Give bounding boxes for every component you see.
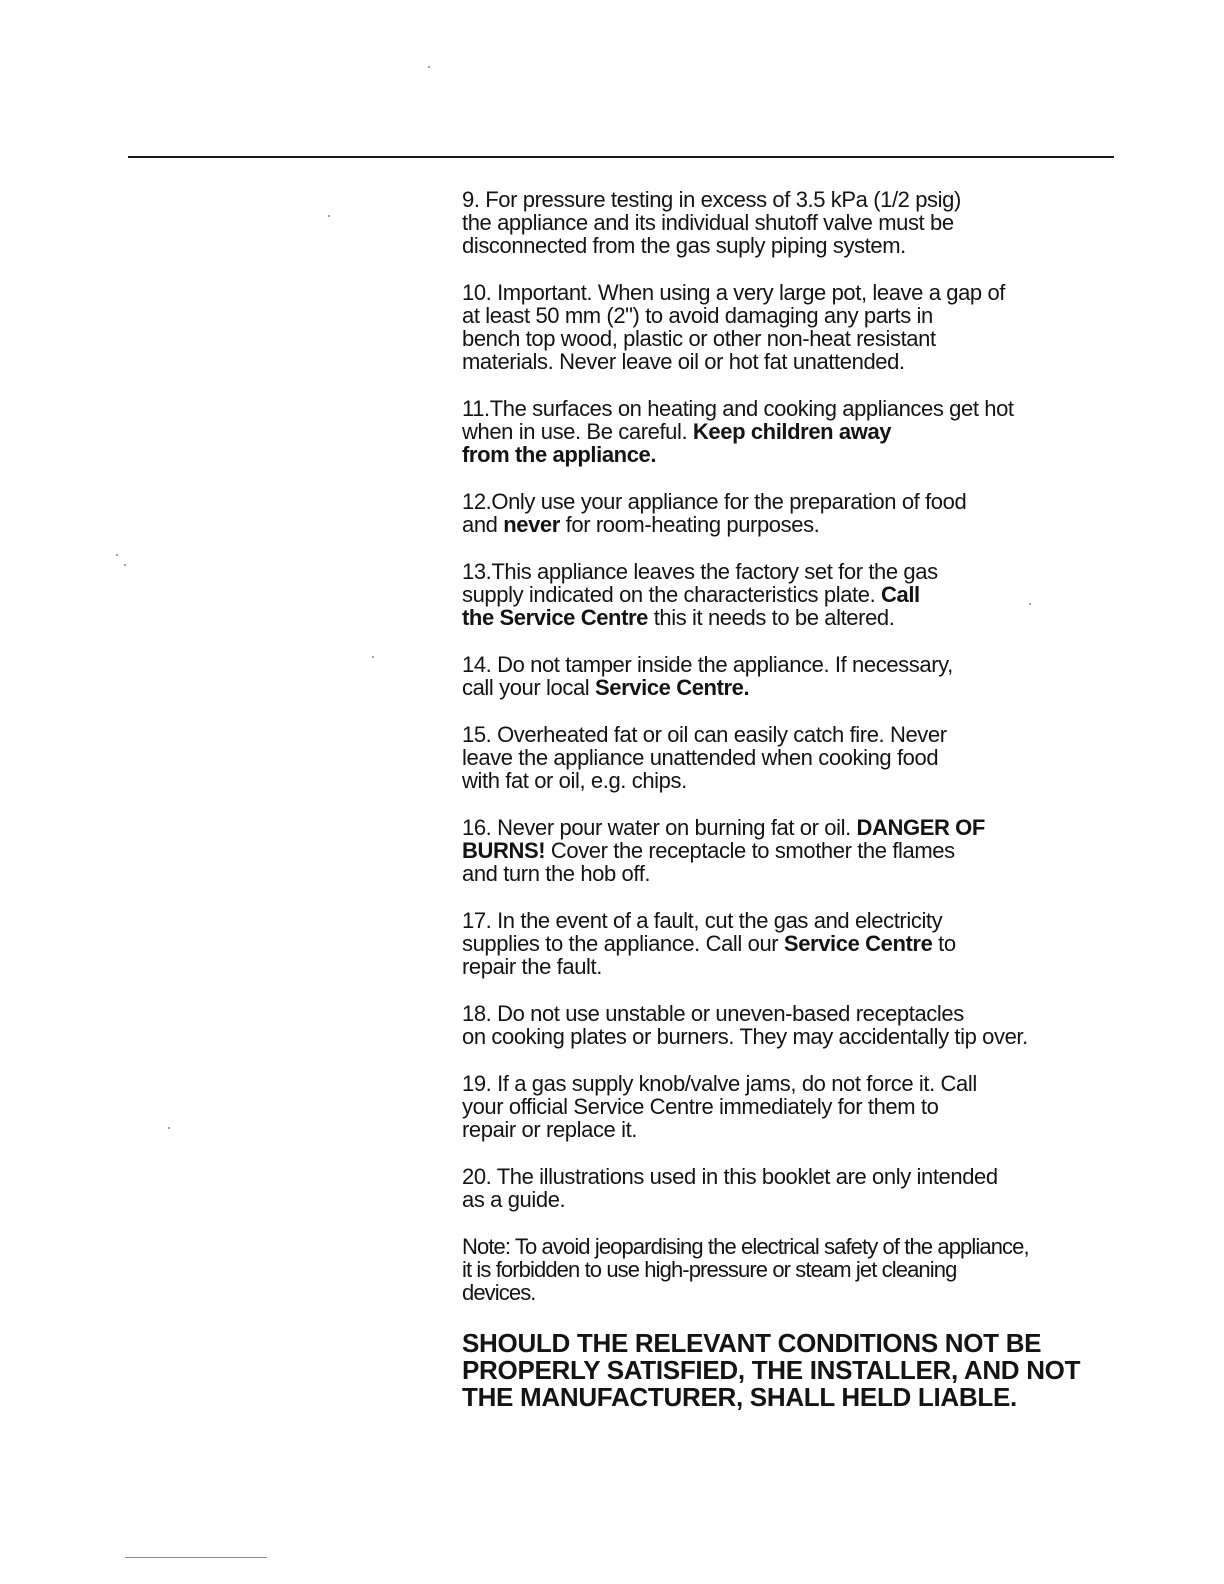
body-text: on cooking plates or burners. They may accidentally tip over. <box>462 1024 1028 1049</box>
body-text: it is forbidden to use high-pressure or steam jet cleaning <box>462 1257 957 1282</box>
text-line <box>462 188 1112 211</box>
body-text: 14. Do not tamper inside the appliance. If necessary, <box>462 652 953 677</box>
warning-line: PROPERLY SATISFIED, THE INSTALLER, AND NOT <box>462 1355 1081 1385</box>
text-line <box>462 350 1112 373</box>
body-text: disconnected from the gas suply piping system. <box>462 233 906 258</box>
instruction-item <box>462 653 1112 699</box>
text-line <box>462 560 1112 583</box>
text-line <box>462 1002 1112 1025</box>
emphasis-text: from the appliance. <box>462 442 657 467</box>
instruction-item <box>462 560 1112 629</box>
text-line <box>462 1235 1112 1258</box>
instruction-item <box>462 1165 1112 1211</box>
scan-speck <box>328 215 330 217</box>
body-text: 11.The surfaces on heating and cooking appliances get hot <box>462 396 1014 421</box>
body-text: this it needs to be altered. <box>648 605 895 630</box>
instruction-item <box>462 1072 1112 1141</box>
body-text: 12.Only use your appliance for the preparation of food <box>462 489 967 514</box>
text-line <box>462 443 1112 466</box>
text-line <box>462 769 1112 792</box>
body-text: 18. Do not use unstable or uneven-based receptacles <box>462 1001 964 1026</box>
emphasis-text: BURNS! <box>462 838 546 863</box>
text-line <box>462 723 1112 746</box>
text-line <box>462 420 1112 443</box>
text-line <box>462 513 1112 536</box>
body-text: bench top wood, plastic or other non-heat resistant <box>462 326 936 351</box>
body-text: 19. If a gas supply knob/valve jams, do not force it. Call <box>462 1071 977 1096</box>
emphasis-text: Service Centre. <box>595 675 750 700</box>
body-text: and turn the hob off. <box>462 861 651 886</box>
instruction-item <box>462 188 1112 257</box>
body-text: supplies to the appliance. Call our <box>462 931 784 956</box>
text-line <box>462 1025 1112 1048</box>
scan-speck <box>168 1127 170 1129</box>
text-line <box>462 1072 1112 1095</box>
text-line <box>462 1165 1112 1188</box>
scan-speck <box>372 656 374 658</box>
body-text: your official Service Centre immediately for them to <box>462 1094 939 1119</box>
emphasis-text: Call <box>881 582 920 607</box>
body-text: to <box>932 931 956 956</box>
body-text: 9. For pressure testing in excess of 3.5 kPa (1/2 psig) <box>462 187 961 212</box>
body-text: repair the fault. <box>462 954 602 979</box>
body-text: for room-heating purposes. <box>559 512 820 537</box>
body-text: as a guide. <box>462 1187 566 1212</box>
body-text: 17. In the event of a fault, cut the gas and electricity <box>462 908 943 933</box>
text-line <box>462 676 1112 699</box>
body-text: and <box>462 512 504 537</box>
text-line <box>462 490 1112 513</box>
text-line <box>462 816 1112 839</box>
emphasis-text: the Service Centre <box>462 605 648 630</box>
body-text: devices. <box>462 1280 536 1305</box>
text-line <box>462 862 1112 885</box>
body-text: call your local <box>462 675 595 700</box>
text-line <box>462 955 1112 978</box>
text-line <box>462 234 1112 257</box>
body-text: Note: To avoid jeopardising the electrical safety of the appliance, <box>462 1234 1029 1259</box>
body-text: leave the appliance unattended when cooking food <box>462 745 939 770</box>
text-line <box>462 1281 1112 1304</box>
text-line <box>462 606 1112 629</box>
text-line <box>462 1095 1112 1118</box>
text-line <box>462 909 1112 932</box>
text-line <box>462 1188 1112 1211</box>
instruction-list <box>462 188 1112 1304</box>
header-rule <box>128 156 1114 158</box>
emphasis-text: never <box>503 512 560 537</box>
body-text: Cover the receptacle to smother the flames <box>545 838 955 863</box>
body-text: at least 50 mm (2") to avoid damaging any parts in <box>462 303 933 328</box>
scan-speck <box>124 564 126 566</box>
body-text: 10. Important. When using a very large pot, leave a gap of <box>462 280 1006 305</box>
body-text: 15. Overheated fat or oil can easily catch fire. Never <box>462 722 947 747</box>
body-text: 16. Never pour water on burning fat or oil. <box>462 815 857 840</box>
text-line <box>462 583 1112 606</box>
text-line <box>462 839 1112 862</box>
text-line <box>462 281 1112 304</box>
note-paragraph <box>462 1235 1112 1304</box>
body-text: with fat or oil, e.g. chips. <box>462 768 687 793</box>
instruction-item <box>462 816 1112 885</box>
instruction-item <box>462 1002 1112 1048</box>
emphasis-text: Service Centre <box>783 931 933 956</box>
text-line <box>462 397 1112 420</box>
instruction-item <box>462 490 1112 536</box>
scan-speck <box>116 554 118 556</box>
warning-line: THE MANUFACTURER, SHALL HELD LIABLE. <box>462 1382 1017 1412</box>
warning-line: SHOULD THE RELEVANT CONDITIONS NOT BE <box>462 1328 1042 1358</box>
text-line <box>462 1118 1112 1141</box>
body-text: supply indicated on the characteristics plate. <box>462 582 881 607</box>
text-line <box>462 327 1112 350</box>
text-line <box>462 932 1112 955</box>
body-text: 13.This appliance leaves the factory set for the gas <box>462 559 938 584</box>
body-text: 20. The illustrations used in this booklet are only intended <box>462 1164 998 1189</box>
instruction-item <box>462 723 1112 792</box>
body-text: the appliance and its individual shutoff valve must be <box>462 210 954 235</box>
text-line <box>462 1258 1112 1281</box>
liability-warning <box>462 1330 1112 1411</box>
emphasis-text: DANGER OF <box>856 815 985 840</box>
text-line <box>462 746 1112 769</box>
body-text: when in use. Be careful. <box>462 419 693 444</box>
body-text: materials. Never leave oil or hot fat unattended. <box>462 349 905 374</box>
text-line <box>462 211 1112 234</box>
emphasis-text: Keep children away <box>692 419 892 444</box>
text-line <box>462 653 1112 676</box>
text-line <box>462 304 1112 327</box>
instruction-item <box>462 909 1112 978</box>
safety-instructions <box>462 188 1112 1411</box>
body-text: repair or replace it. <box>462 1117 638 1142</box>
instruction-item <box>462 281 1112 373</box>
footer-rule <box>125 1557 267 1558</box>
scan-speck <box>428 66 430 68</box>
instruction-item <box>462 397 1112 466</box>
